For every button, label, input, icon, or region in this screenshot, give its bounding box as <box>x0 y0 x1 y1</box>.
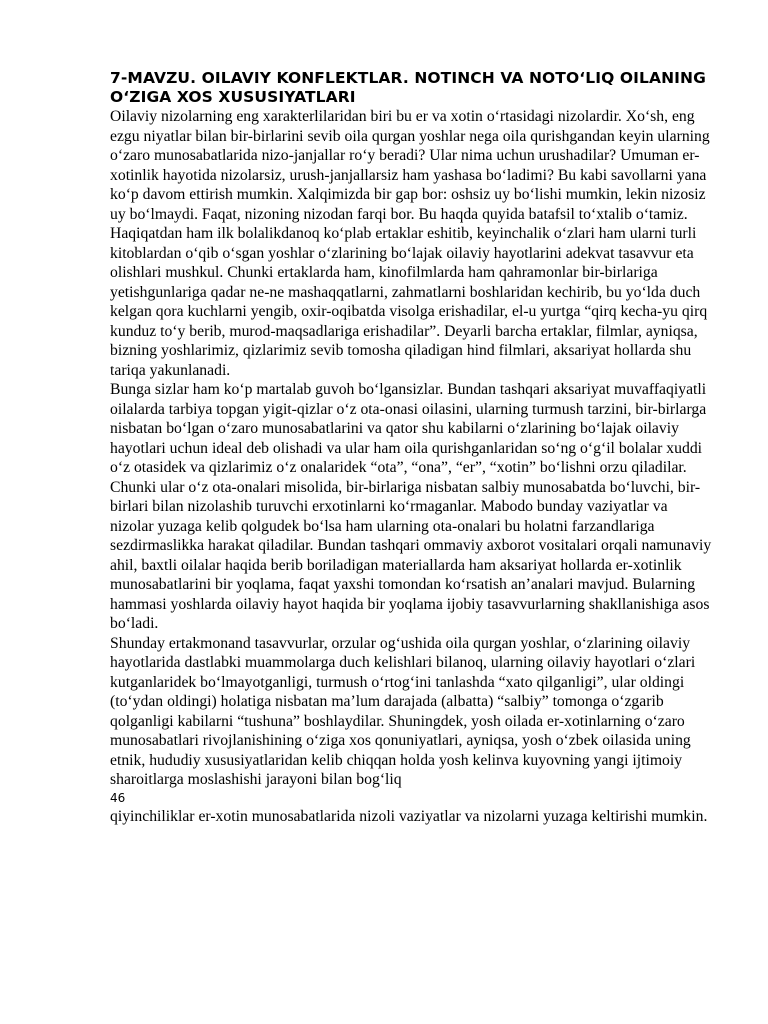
page-number: 46 <box>110 790 126 805</box>
paragraph-1: Oilaviy nizolarning eng xarakterlilaridan biri bu er va xotin o‘rtasidagi nizolardir. Xo‘sh, eng ezgu niyatlar bilan bir-birlarini sevib oila qurgan yoshlar nega oila qurishgandan keyin ularning o‘zaro munosabatlarida nizo-janjallar ro‘y beradi? Ular nima uchun urushadilar? Umuman er-xotinlik hayotida nizolarsiz, urush-janjallarsiz ham yashasa bo‘ladimi? Bu kabi savollarni yana ko‘p davom ettirish mumkin. Xalqimizda bir gap bor: oshsiz uy bo‘lishi mumkin, lekin nizosiz uy bo‘lmaydi. Faqat, nizoning nizodan farqi bor. Bu haqda quyida batafsil to‘xtalib o‘tamiz. Haqiqatdan ham ilk bolalikdanoq ko‘plab ertaklar eshitib, keyinchalik o‘zlari ham ularni turli kitoblardan o‘qib o‘sgan yoshlar o‘zlarining bo‘lajak oilaviy hayotlarini adekvat tasavvur eta olishlari mushkul. Chunki ertaklarda ham, kinofilmlarda ham qahramonlar bir-birlariga yetishgunlariga qadar ne-ne mashaqqatlarni, zahmatlarni boshlaridan kechirib, bu yo‘lda duch kelgan qora kuchlarni yengib, oxir-oqibatda visolga erishadilar, el-u yurtga “qirq kecha-yu qirq kunduz to‘y berib, murod-maqsadlariga erishadilar”. Deyarli barcha ertaklar, filmlar, ayniqsa, bizning yoshlarimiz, qizlarimiz sevib tomosha qiladigan hind filmlari, aksariyat hollarda shu tariqa yakunlanadi. <box>110 108 710 379</box>
paragraph-3: Shunday ertakmonand tasavvurlar, orzular og‘ushida oila qurgan yoshlar, o‘zlarining oilaviy hayotlarida dastlabki muammolarga duch kelishlari bilanoq, ularning oilaviy hayotlari o‘zlari kutganlaridek bo‘lmayotganligi, turmush o‘rtog‘ini tanlashda “xato qilganligi”, ular oldingi (to‘ydan oldingi) holatiga nisbatan ma’lum darajada (albatta) “salbiy” tomonga o‘zgarib qolganligi kabilarni “tushuna” boshlaydilar. Shuningdek, yosh oilada er-xotinlarning o‘zaro munosabatlari rivojlanishining o‘ziga xos qonuniyatlari, ayniqsa, yosh o‘zbek oilasida uning etnik, hududiy xususiyatlaridan kelib chiqqan holda yosh kelinva kuyovning yangi ijtimoiy sharoitlarga moslashishi jarayoni bilan bog‘liq <box>110 634 696 788</box>
document-page <box>110 69 715 826</box>
paragraph-continuation: qiyinchiliklar er-xotin munosabatlarida nizoli vaziyatlar va nizolarni yuzaga keltirishi mumkin. <box>110 807 708 825</box>
paragraph-2: Bunga sizlar ham ko‘p martalab guvoh bo‘lgansizlar. Bundan tashqari aksariyat muvaffaqiyatli oilalarda tarbiya topgan yigit-qizlar o‘z ota-onasi oilasini, ularning turmush tarzini, bir-birlarga nisbatan bo‘lgan o‘zaro munosabatlarini va qator shu kabilarni o‘zlarining bo‘lajak oilaviy hayotlari uchun ideal deb olishadi va ular ham oila qurishganlaridan so‘ng o‘g‘il bolalar xuddi o‘z otasidek va qizlarimiz o‘z onalaridek “ota”, “ona”, “er”, “xotin” bo‘lishni orzu qiladilar. Chunki ular o‘z ota-onalari misolida, bir-birlariga nisbatan salbiy munosabatda bo‘luvchi, bir-birlari bilan nizolashib turuvchi erxotinlarni ko‘rmaganlar. Mabodo bunday vaziyatlar va nizolar yuzaga kelib qolgudek bo‘lsa ham ularning ota-onalari bu holatni farzandlariga sezdirmaslikka harakat qiladilar. Bundan tashqari ommaviy axborot vositalari orqali namunaviy ahil, baxtli oilalar haqida berib boriladigan materiallarda ham aksariyat hollarda er-xotinlik munosabatlarini bir yoqlama, faqat yaxshi tomondan ko‘rsatish an’analari mavjud. Bularning hammasi yoshlarda oilaviy hayot haqida bir yoqlama ijobiy tasavvurlarning shakllanishiga asos bo‘ladi. <box>110 381 712 632</box>
page-title: 7-MAVZU. OILAVIY KONFLEKTLAR. NOTINCH VA NOTO‘LIQ OILANING O‘ZIGA XOS XUSUSIYATLARI <box>110 69 706 106</box>
